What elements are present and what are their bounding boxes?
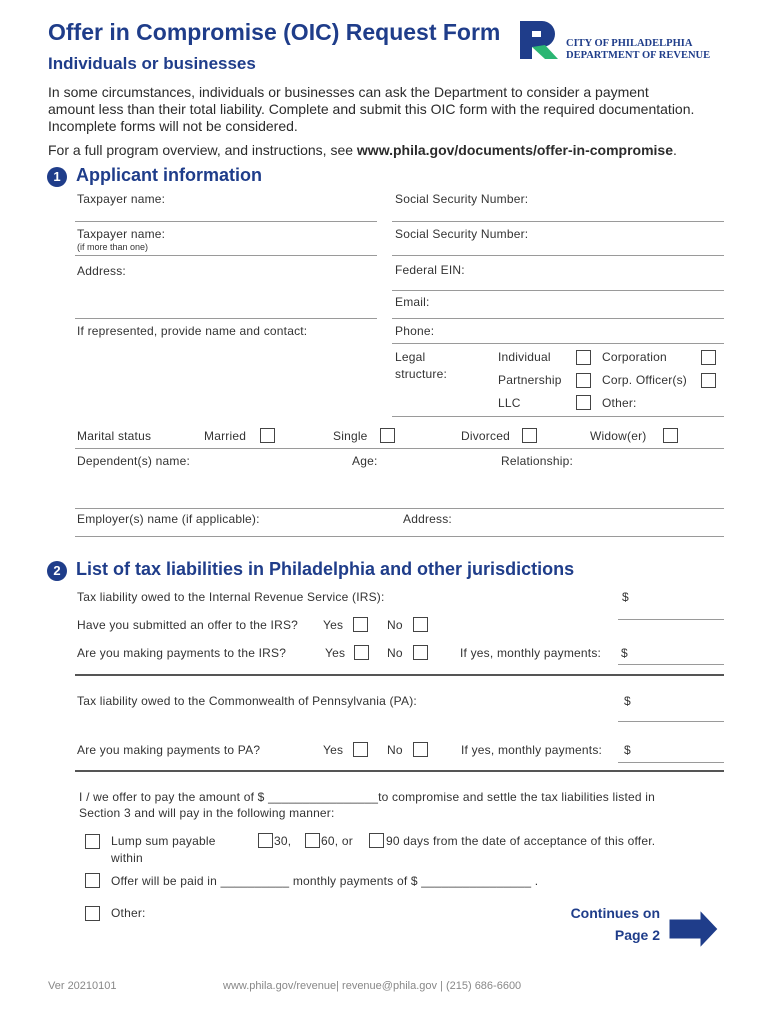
dependents-field[interactable] xyxy=(75,508,724,509)
section-2-number: 2 xyxy=(47,561,67,581)
section-1-title: Applicant information xyxy=(76,165,262,185)
pa-liability-label: Tax liability owed to the Commonwealth of Pennsylvania (PA): xyxy=(77,694,417,708)
pa-divider xyxy=(75,770,724,772)
phone-label: Phone: xyxy=(395,324,435,338)
section-2-title: List of tax liabilities in Philadelphia and other jurisdictions xyxy=(76,559,575,579)
next-page-arrow-icon[interactable] xyxy=(668,909,720,949)
irs-offer-yes-label: Yes xyxy=(323,618,344,632)
continues-line1: Continues on xyxy=(570,905,660,921)
irs-offer-question: Have you submitted an offer to the IRS? xyxy=(77,618,299,632)
pa-payments-yes-checkbox[interactable] xyxy=(353,742,368,757)
intro-paragraph: In some circumstances, individuals or businesses can ask the Department to consider a payment amount less than their total liability. Complete and submit this OIC form with the required documentation. Incomplete forms will not be considered. xyxy=(48,84,695,134)
pa-liability-dollar: $ xyxy=(624,694,631,708)
relationship-label: Relationship: xyxy=(501,454,573,468)
days-60-label: 60, or xyxy=(321,834,353,848)
email-field[interactable] xyxy=(392,318,724,319)
represented-label: If represented, provide name and contact: xyxy=(77,324,308,338)
corp-officer-checkbox[interactable] xyxy=(701,373,716,388)
divorced-checkbox[interactable] xyxy=(522,428,537,443)
irs-offer-yes-checkbox[interactable] xyxy=(353,617,368,632)
ssn-field[interactable] xyxy=(392,221,724,222)
overview-link[interactable]: www.phila.gov/documents/offer-in-compromise xyxy=(356,142,673,158)
irs-liability-label: Tax liability owed to the Internal Revenue Service (IRS): xyxy=(77,590,385,604)
form-title: Offer in Compromise (OIC) Request Form xyxy=(48,19,501,45)
lump-sum-checkbox[interactable] xyxy=(85,834,100,849)
employer-label: Employer(s) name (if applicable): xyxy=(77,512,260,526)
ssn-2-label: Social Security Number: xyxy=(395,227,529,241)
pa-monthly-field[interactable] xyxy=(618,762,724,763)
federal-ein-label: Federal EIN: xyxy=(395,263,465,277)
legal-option-other: Other: xyxy=(602,396,637,410)
continues-line2: Page 2 xyxy=(614,927,660,943)
email-label: Email: xyxy=(395,295,430,309)
married-checkbox[interactable] xyxy=(260,428,275,443)
lump-sum-label: Lump sum payable xyxy=(111,834,216,848)
days-90-checkbox[interactable] xyxy=(369,833,384,848)
logo-line-2: DEPARTMENT OF REVENUE xyxy=(566,50,711,61)
other-offer-checkbox[interactable] xyxy=(85,906,100,921)
ssn-2-field[interactable] xyxy=(392,255,724,256)
days-30-label: 30, xyxy=(274,834,292,848)
pa-payments-no-label: No xyxy=(387,743,403,757)
other-offer-label: Other: xyxy=(111,906,146,920)
irs-payments-no-checkbox[interactable] xyxy=(413,645,428,660)
pa-monthly-dollar: $ xyxy=(624,743,631,757)
irs-offer-no-checkbox[interactable] xyxy=(413,617,428,632)
days-90-label: 90 days from the date of acceptance of this offer. xyxy=(386,834,656,848)
single-checkbox[interactable] xyxy=(380,428,395,443)
within-label: within xyxy=(111,851,143,865)
legal-option-individual: Individual xyxy=(498,350,551,364)
marital-option-single: Single xyxy=(333,429,368,443)
pa-liability-field[interactable] xyxy=(618,721,724,722)
section-1-number: 1 xyxy=(47,167,67,187)
taxpayer-name-2-field[interactable] xyxy=(75,255,377,256)
address-label: Address: xyxy=(77,264,126,278)
taxpayer-name-label: Taxpayer name: xyxy=(77,192,166,206)
legal-option-corporation: Corporation xyxy=(602,350,667,364)
legal-option-corp-officer: Corp. Officer(s) xyxy=(602,373,687,387)
legal-other-field[interactable] xyxy=(392,416,724,417)
logo-line-1: CITY OF PHILADELPHIA xyxy=(566,38,693,49)
marital-option-married: Married xyxy=(204,429,247,443)
pa-payments-yes-label: Yes xyxy=(323,743,344,757)
monthly-offer-label: Offer will be paid in __________ monthly payments of $ ________________ . xyxy=(111,874,539,888)
llc-checkbox[interactable] xyxy=(576,395,591,410)
version-label: Ver 20210101 xyxy=(48,980,117,992)
address-field[interactable] xyxy=(75,318,377,319)
days-30-checkbox[interactable] xyxy=(258,833,273,848)
marital-divider xyxy=(75,448,724,449)
dependents-label: Dependent(s) name: xyxy=(77,454,190,468)
legal-structure-label: Legal structure: xyxy=(395,350,448,381)
ssn-label: Social Security Number: xyxy=(395,192,529,206)
days-60-checkbox[interactable] xyxy=(305,833,320,848)
irs-payments-question: Are you making payments to the IRS? xyxy=(77,646,287,660)
legal-option-partnership: Partnership xyxy=(498,373,562,387)
irs-monthly-field[interactable] xyxy=(618,664,724,665)
irs-monthly-label: If yes, monthly payments: xyxy=(460,646,602,660)
pa-payments-question: Are you making payments to PA? xyxy=(77,743,261,757)
partnership-checkbox[interactable] xyxy=(576,373,591,388)
marital-option-widower: Widow(er) xyxy=(590,429,647,443)
irs-payments-no-label: No xyxy=(387,646,403,660)
employer-address-label: Address: xyxy=(403,512,452,526)
marital-status-label: Marital status xyxy=(77,429,152,443)
phone-field[interactable] xyxy=(392,343,724,344)
employer-field[interactable] xyxy=(75,536,724,537)
irs-liability-field[interactable] xyxy=(618,619,724,620)
overview-line xyxy=(48,142,677,158)
offer-text-line1: I / we offer to pay the amount of $ ________________to compromise and settle the tax liabilities listed in xyxy=(79,790,655,804)
irs-monthly-dollar: $ xyxy=(621,646,628,660)
pa-monthly-label: If yes, monthly payments: xyxy=(461,743,603,757)
irs-offer-no-label: No xyxy=(387,618,403,632)
individual-checkbox[interactable] xyxy=(576,350,591,365)
corporation-checkbox[interactable] xyxy=(701,350,716,365)
offer-text-line2: Section 3 and will pay in the following manner: xyxy=(79,806,335,820)
overview-prefix: For a full program overview, and instructions, see xyxy=(48,142,357,158)
overview-suffix: . xyxy=(673,142,677,158)
legal-option-llc: LLC xyxy=(498,396,521,410)
taxpayer-name-2-label: Taxpayer name: xyxy=(77,227,166,241)
irs-divider xyxy=(75,674,724,676)
if-more-than-one-note: (if more than one) xyxy=(77,242,149,252)
taxpayer-name-field[interactable] xyxy=(75,221,377,222)
monthly-offer-checkbox[interactable] xyxy=(85,873,100,888)
age-label: Age: xyxy=(352,454,378,468)
city-logo-icon xyxy=(518,19,560,61)
widower-checkbox[interactable] xyxy=(663,428,678,443)
irs-payments-yes-label: Yes xyxy=(325,646,346,660)
federal-ein-field[interactable] xyxy=(392,290,724,291)
pa-payments-no-checkbox[interactable] xyxy=(413,742,428,757)
footer-contact: www.phila.gov/revenue| revenue@phila.gov | (215) 686-6600 xyxy=(223,980,522,992)
irs-liability-dollar: $ xyxy=(622,590,629,604)
form-subtitle: Individuals or businesses xyxy=(48,54,256,73)
continues-note xyxy=(540,902,660,946)
marital-option-divorced: Divorced xyxy=(461,429,510,443)
irs-payments-yes-checkbox[interactable] xyxy=(354,645,369,660)
logo-text xyxy=(566,38,710,62)
